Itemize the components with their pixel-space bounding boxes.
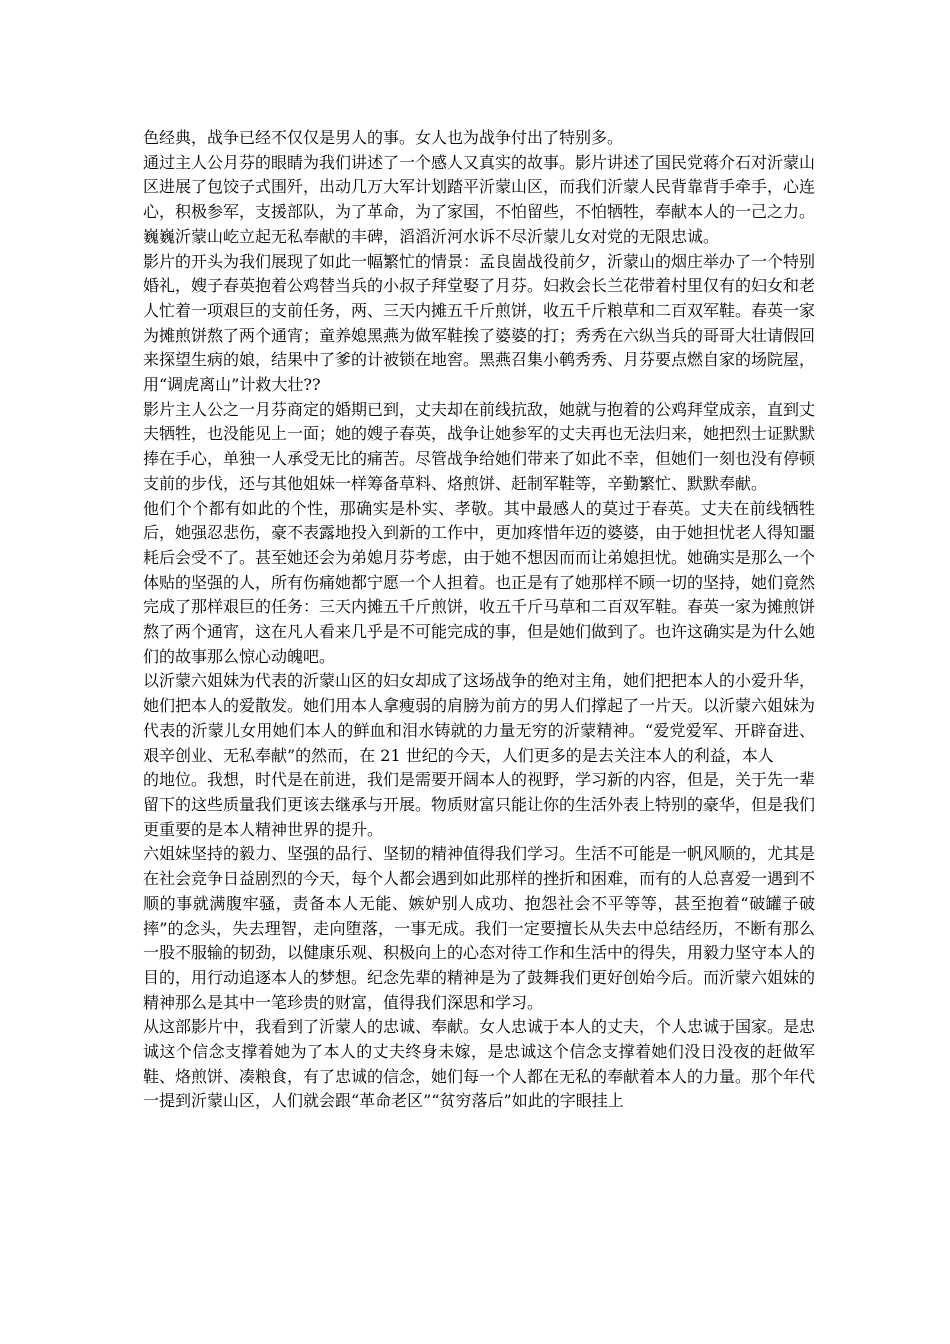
paragraph-2: 通过主人公月芬的眼睛为我们讲述了一个感人又真实的故事。影片讲述了国民党蒋介石对沂蒙山区进展了包饺子式围歼，出动几万大军计划踏平沂蒙山区，而我们沂蒙人民背靠背手牵手，心连心，积极参军，支援部队，为了革命，为了家国，不怕留些，不怕牺牲，奉献本人的一己之力。巍巍沂蒙山屹立起无私奉献的丰碑，滔滔沂河水诉不尽沂蒙儿女对党的无限忠诚。: [143, 152, 816, 246]
paragraph-4: 影片主人公之一月芬商定的婚期已到，丈夫却在前线抗敌，她就与抱着的公鸡拜堂成亲，直到丈夫牺牲，也没能见上一面；她的嫂子春英，战争让她参军的丈夫再也无法归来，她把烈士证默默捧在手心，单独一人承受无比的痛苦。尽管战争给她们带来了如此不幸，但她们一刻也没有停顿支前的步伐，还与其他姐妹一样筹备草料、烙煎饼、赶制军鞋等，辛勤繁忙、默默奉献。: [143, 399, 816, 493]
paragraph-6: 以沂蒙六姐妹为代表的沂蒙山区的妇女却成了这场战争的绝对主角，她们把把本人的小爱升华，她们把本人的爱散发。她们用本人拿瘦弱的肩膀为前方的男人们撑起了一片天。以沂蒙六姐妹为代表的沂蒙儿女用她们本人的鲜血和泪水铸就的力量无穷的沂蒙精神。“爱党爱军、开辟奋进、艰辛创业、无私奉献”的然而，在 21 世纪的今天，人们更多的是去关注本人的利益，本人: [143, 671, 816, 765]
paragraph-3: 影片的开头为我们展现了如此一幅繁忙的情景：孟良崮战役前夕，沂蒙山的烟庄举办了一个特别婚礼，嫂子春英抱着公鸡替当兵的小叔子拜堂娶了月芬。妇救会长兰花带着村里仅有的妇女和老人忙着一项艰巨的支前任务，两、三天内摊五千斤煎饼，收五千斤粮草和二百双军鞋。春英一家为摊煎饼熬了两个通宵；童养媳黑燕为做军鞋挨了婆婆的打；秀秀在六纵当兵的哥哥大壮请假回来探望生病的娘，结果中了爹的计被锁在地窖。黑燕召集小鹌秀秀、月芬要点燃自家的场院屋，用“调虎离山”计救大壮??: [143, 251, 816, 395]
paragraph-9: 从这部影片中，我看到了沂蒙人的忠诚、奉献。女人忠诚于本人的丈夫，个人忠诚于国家。是忠诚这个信念支撑着她为了本人的丈夫终身未嫁，是忠诚这个信念支撑着她们没日没夜的赶做军鞋、烙煎饼、凑粮食，有了忠诚的信念，她们每一个人都在无私的奉献着本人的力量。那个年代一提到沂蒙山区，人们就会跟“革命老区”“贫穷落后”如此的字眼挂上: [143, 1017, 816, 1111]
paragraph-5: 他们个个都有如此的个性，那确实是朴实、孝敬。其中最感人的莫过于春英。丈夫在前线牺牲后，她强忍悲伤，豪不表露地投入到新的工作中，更加疼惜年迈的婆婆，由于她担忧老人得知噩耗后会受不了。甚至她还会为弟媳月芬考虑，由于她不想因而而让弟媳担忧。她确实是那么一个体贴的坚强的人，所有伤痛她都宁愿一个人担着。也正是有了她那样不顾一切的坚持，她们竟然完成了那样艰巨的任务：三天内摊五千斤煎饼，收五千斤马草和二百双军鞋。春英一家为摊煎饼熬了两个通宵，这在凡人看来几乎是不可能完成的事，但是她们做到了。也许这确实是为什么她们的故事那么惊心动魄吧。: [143, 498, 816, 666]
paragraph-8: 六姐妹坚持的毅力、坚强的品行、坚韧的精神值得我们学习。生活不可能是一帆风顺的，尤其是在社会竞争日益剧烈的今天，每个人都会遇到如此那样的挫折和困难，而有的人总喜爱一遇到不顺的事就满腹牢骚，责备本人无能、嫉妒别人成功、抱怨社会不平等等，甚至抱着“破罐子破摔”的念头，失去理智，走向堕落，一事无成。我们一定要擅长从失去中总结经历，不断有那么一股不服输的韧劲，以健康乐观、积极向上的心态对待工作和生活中的得失，用毅力坚守本人的目的，用行动追逐本人的梦想。纪念先辈的精神是为了鼓舞我们更好创始今后。而沂蒙六姐妹的精神那么是其中一笔珍贵的财富，值得我们深思和学习。: [143, 844, 816, 1012]
paragraph-7: 的地位。我想，时代是在前进，我们是需要开阔本人的视野，学习新的内容，但是，关于先一辈留下的这些质量我们更该去继承与开展。物质财富只能让你的生活外表上特别的豪华，但是我们更重要的是本人精神世界的提升。: [143, 770, 816, 839]
document-body: [143, 126, 815, 1114]
paragraph-1: 色经典，战争已经不仅仅是男人的事。女人也为战争付出了特别多。: [143, 128, 624, 147]
